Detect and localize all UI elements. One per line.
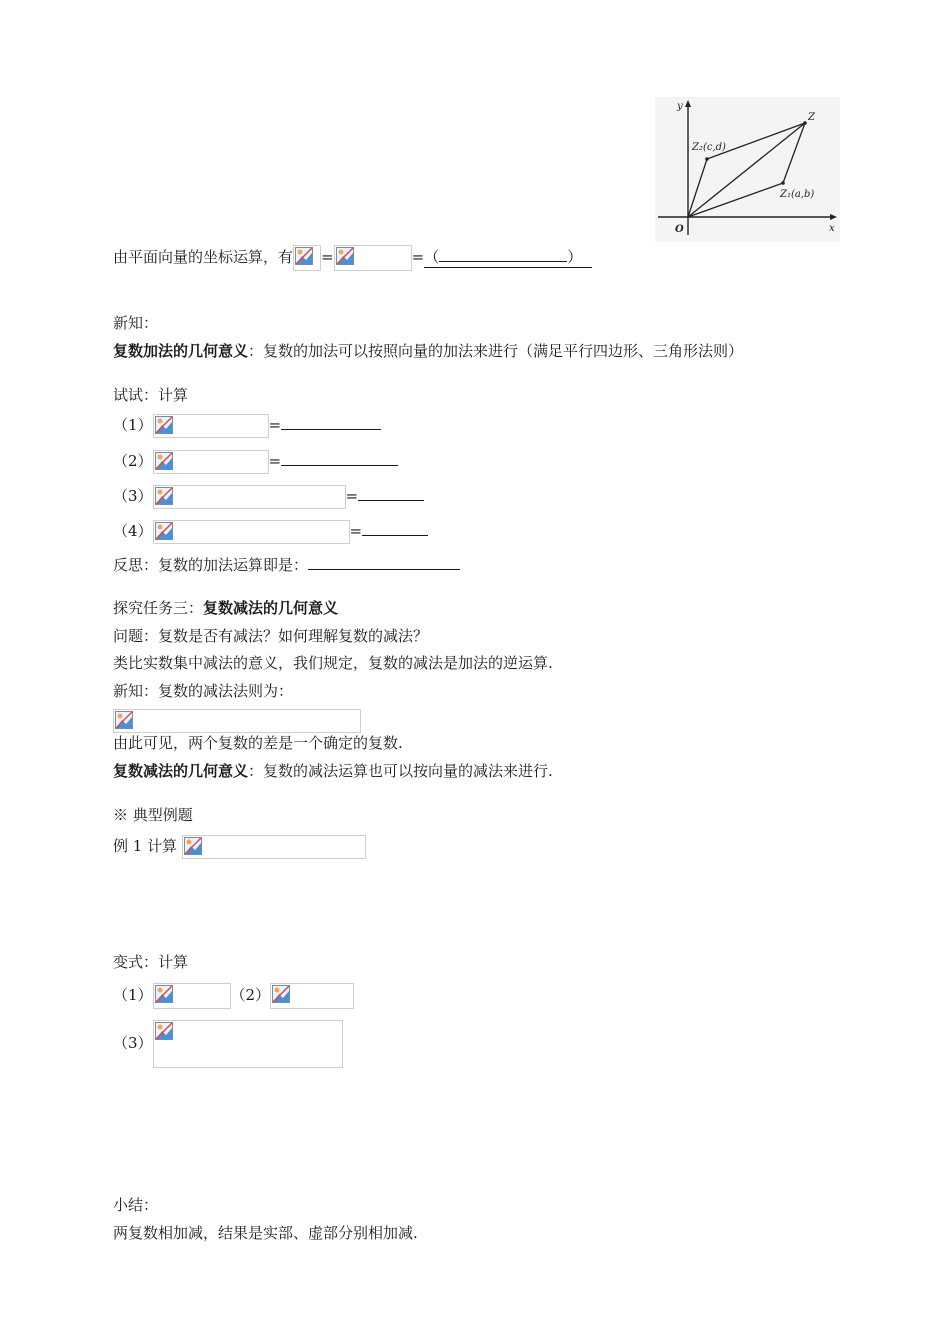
variant-items-1-2 (113, 983, 354, 1009)
formula-image (334, 245, 412, 271)
try-item-eq: = (349, 522, 363, 540)
intro-answer-blank (424, 247, 592, 268)
task3-analogy: 类比实数集中减法的意义，我们规定，复数的减法是加法的逆运算. (113, 654, 553, 672)
formula-image (293, 245, 321, 271)
task3-rule-formula (113, 709, 361, 733)
origin-label: O (675, 224, 684, 235)
try-item-1 (113, 414, 381, 438)
new-knowledge-label: 新知： (113, 314, 159, 332)
formula-image (113, 709, 361, 733)
example-1-label: 例 1 计算 (113, 837, 178, 855)
try-item-num: （2） (113, 452, 153, 470)
intro-eq2: = (411, 248, 425, 266)
intro-line (113, 245, 592, 271)
broken-image-icon (336, 247, 354, 265)
broken-image-icon (155, 1022, 173, 1040)
answer-blank (358, 485, 424, 501)
variant-label: 变式：计算 (113, 953, 189, 971)
task3-rule: 新知：复数的减法法则为： (113, 682, 294, 700)
broken-image-icon (155, 452, 173, 470)
try-item-num: （3） (113, 487, 153, 505)
formula-image (153, 983, 231, 1009)
z-label: Z (808, 112, 815, 123)
try-item-num: （1） (113, 416, 153, 434)
formula-image (153, 520, 350, 544)
z2-label: Z₂(c,d) (692, 142, 726, 153)
paren-open: （ (424, 248, 440, 266)
broken-image-icon (184, 837, 202, 855)
try-item-num: （4） (113, 522, 153, 540)
broken-image-icon (155, 522, 173, 540)
variant-num-1: （1） (113, 986, 153, 1004)
variant-item-3 (113, 1019, 343, 1068)
addition-meaning-line (113, 341, 743, 361)
z1-label: Z₁(a,b) (780, 189, 815, 200)
try-item-2 (113, 450, 398, 474)
try-item-eq: = (268, 416, 282, 434)
formula-image (153, 485, 346, 509)
task3-prefix: 探究任务三： (113, 599, 204, 617)
task3-heading (113, 598, 338, 618)
intro-eq1: = (321, 248, 334, 266)
task3-question: 问题：复数是否有减法？如何理解复数的减法？ (113, 627, 429, 645)
x-axis-label: x (829, 223, 835, 234)
broken-image-icon (155, 487, 173, 505)
try-label: 试试：计算 (113, 386, 189, 404)
formula-image (153, 414, 269, 438)
summary-label: 小结： (113, 1196, 159, 1214)
formula-image (153, 450, 269, 474)
try-item-3 (113, 485, 424, 509)
example-1 (113, 835, 366, 859)
subtraction-meaning-line (113, 761, 553, 781)
formula-image (270, 983, 354, 1009)
subtraction-meaning-body: ：复数的减法运算也可以按向量的减法来进行. (248, 762, 553, 780)
reflect-label: 反思：复数的加法运算即是： (113, 556, 309, 574)
variant-num-3: （3） (113, 1034, 153, 1052)
broken-image-icon (155, 416, 173, 434)
reflect-answer-blank (308, 554, 460, 570)
task3-conclusion: 由此可见，两个复数的差是一个确定的复数. (113, 734, 403, 752)
formula-image (153, 1020, 343, 1068)
examples-heading: ※ 典型例题 (113, 806, 193, 824)
task3-title: 复数减法的几何意义 (203, 599, 339, 617)
try-item-eq: = (345, 487, 359, 505)
parallelogram-figure (655, 97, 840, 242)
broken-image-icon (155, 985, 173, 1003)
formula-image (182, 835, 366, 859)
intro-lead: 由平面向量的坐标运算，有 (113, 248, 294, 266)
answer-blank (362, 520, 428, 536)
paren-close: ） (567, 248, 583, 266)
broken-image-icon (115, 711, 133, 729)
addition-meaning-body: ：复数的加法可以按照向量的加法来进行（满足平行四边形、三角形法则） (248, 342, 744, 360)
broken-image-icon (295, 247, 313, 265)
reflect-line (113, 554, 460, 575)
try-item-eq: = (268, 452, 282, 470)
broken-image-icon (272, 985, 290, 1003)
variant-num-2: （2） (230, 986, 271, 1004)
y-axis-label: y (677, 101, 683, 112)
try-item-4 (113, 520, 428, 544)
summary-body: 两复数相加减，结果是实部、虚部分别相加减. (113, 1224, 418, 1242)
answer-blank (281, 414, 381, 430)
answer-blank (281, 450, 398, 466)
subtraction-meaning-title: 复数减法的几何意义 (113, 762, 249, 780)
addition-meaning-title: 复数加法的几何意义 (113, 342, 249, 360)
